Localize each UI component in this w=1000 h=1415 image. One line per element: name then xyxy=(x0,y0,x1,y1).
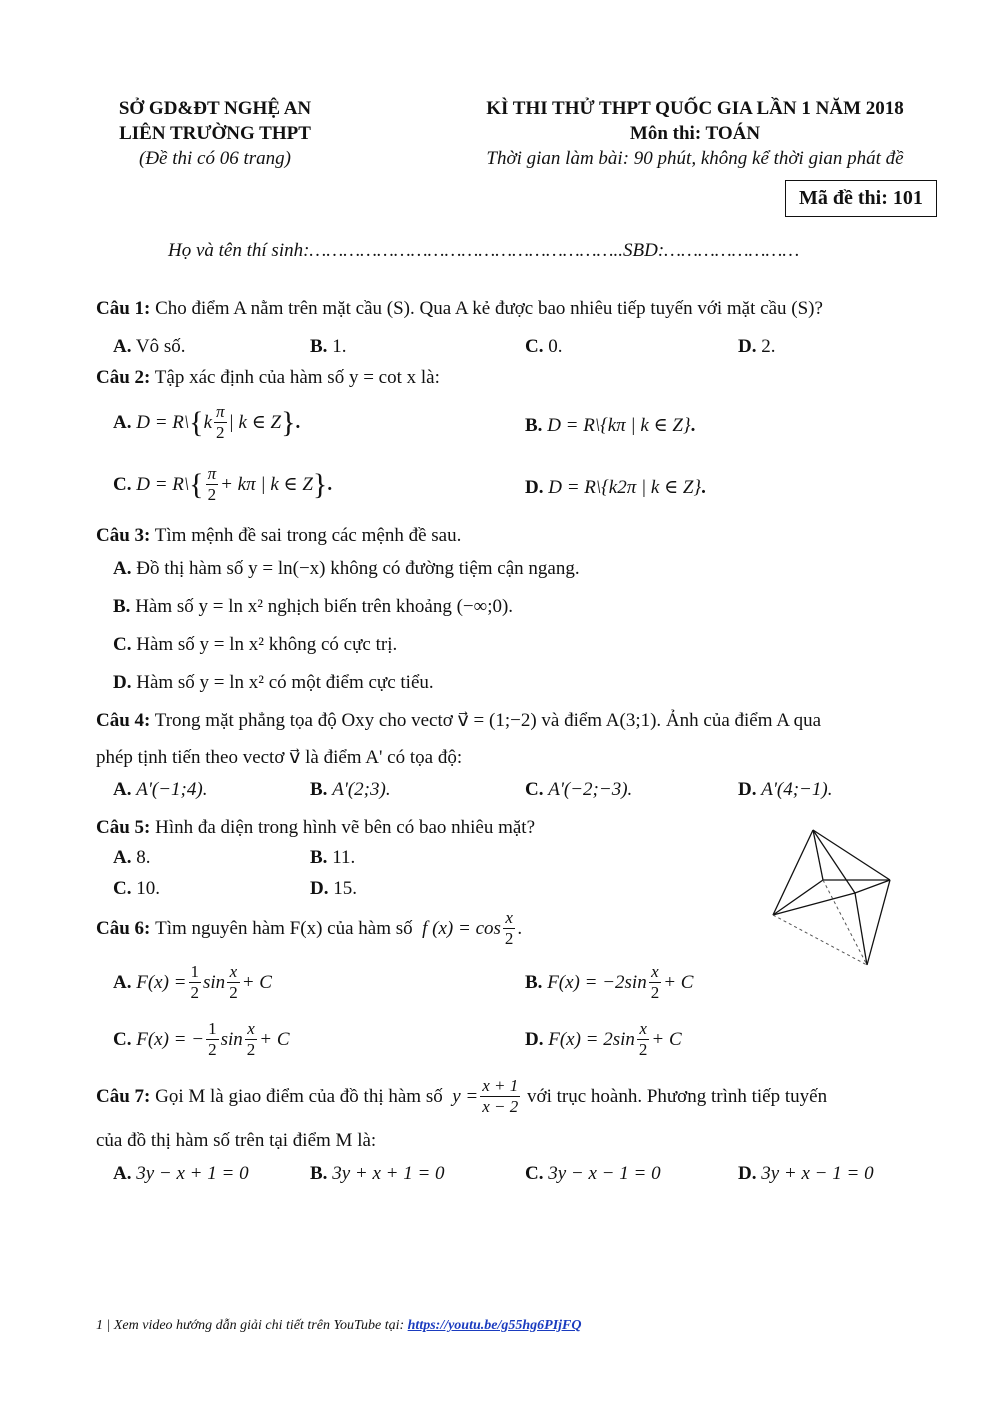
option-d[interactable]: D. 15. xyxy=(310,878,357,899)
question-7-line2: của đồ thị hàm số trên tại điểm M là: xyxy=(96,1130,377,1151)
question-3 xyxy=(96,525,461,547)
option-c[interactable]: C. D = R\ { $\frac{\pi}{2}$ + kπ | k ∈ Z } . xyxy=(113,464,333,504)
question-text: Tìm nguyên hàm F(x) của hàm số xyxy=(155,917,413,939)
option-c[interactable]: C. F(x) = − $\frac{1}{2}$ sin $\frac{x}{2}$ + C xyxy=(113,1019,290,1059)
question-label: Câu 2: xyxy=(96,367,151,388)
question-label: Câu 7: xyxy=(96,1085,151,1107)
option-d[interactable]: D. D = R\{k2π | k ∈ Z}. xyxy=(525,477,706,498)
option-a[interactable]: A. F(x) = $\frac{1}{2}$ sin $\frac{x}{2}$ + C xyxy=(113,962,272,1002)
option-b[interactable]: B. A'(2;3). xyxy=(310,779,391,800)
question-label: Câu 1: xyxy=(96,298,151,319)
option-c[interactable]: C. 10. xyxy=(113,878,160,899)
youtube-link[interactable]: https://youtu.be/g55hg6PIjFQ xyxy=(407,1318,582,1333)
exam-title: KÌ THI THỬ THPT QUỐC GIA LẦN 1 NĂM 2018 xyxy=(486,98,904,119)
option-b[interactable]: B. 1. xyxy=(310,336,347,357)
question-label: Câu 3: xyxy=(96,525,151,546)
option-c[interactable]: C. 0. xyxy=(525,336,563,357)
question-5 xyxy=(96,817,535,839)
question-label: Câu 4: xyxy=(96,710,151,731)
option-a[interactable]: A. D = R\ { k $\frac{\pi}{2}$ | k ∈ Z } . xyxy=(113,402,301,442)
question-label: Câu 5: xyxy=(96,817,151,838)
footer xyxy=(96,1318,582,1334)
option-b[interactable]: B. 11. xyxy=(310,847,356,868)
option-d[interactable]: D. A'(4;−1). xyxy=(738,779,833,800)
question-text: Tìm mệnh đề sai trong các mệnh đề sau. xyxy=(154,525,462,546)
question-4-line2: phép tịnh tiến theo vectơ v⃗ là điểm A' có tọa độ: xyxy=(96,747,463,768)
option-a[interactable]: A. A'(−1;4). xyxy=(113,779,208,800)
question-1 xyxy=(96,298,823,320)
page-count-note: (Đề thi có 06 trang) xyxy=(139,148,291,169)
option-d[interactable]: D. 2. xyxy=(738,336,776,357)
option-d[interactable]: D. Hàm số y = ln x² có một điểm cực tiểu. xyxy=(113,672,434,693)
option-c[interactable]: C. 3y − x − 1 = 0 xyxy=(525,1163,661,1184)
question-2 xyxy=(96,367,440,389)
option-b[interactable]: B. F(x) = −2sin $\frac{x}{2}$ + C xyxy=(525,962,694,1002)
question-7: Câu 7: Gọi M là giao điểm của đồ thị hàm số y = $\frac{x + 1}{x - 2}$ với trục hoành. Phương trình tiếp tuyến xyxy=(96,1076,828,1116)
option-d[interactable]: D. 3y + x − 1 = 0 xyxy=(738,1163,874,1184)
question-text: Cho điểm A nằm trên mặt cầu (S). Qua A kẻ được bao nhiêu tiếp tuyến với mặt cầu (S)? xyxy=(155,298,823,319)
question-text: Trong mặt phẳng tọa độ Oxy cho vectơ v⃗ = (1;−2) và điểm A(3;1). Ảnh của điểm A qua xyxy=(154,710,822,731)
polyhedron-figure xyxy=(765,825,900,970)
question-4 xyxy=(96,709,821,732)
question-label: Câu 6: xyxy=(96,917,151,939)
exam-subject: Môn thi: TOÁN xyxy=(629,123,761,144)
school-name: LIÊN TRƯỜNG THPT xyxy=(119,123,311,144)
school-dept: SỞ GD&ĐT NGHỆ AN xyxy=(118,98,312,119)
exam-duration: Thời gian làm bài: 90 phút, không kể thời gian phát đề xyxy=(486,148,904,169)
question-text: Tập xác định của hàm số y = cot x là: xyxy=(154,367,440,388)
option-a[interactable]: A. Vô số. xyxy=(113,336,186,357)
option-d[interactable]: D. F(x) = 2sin $\frac{x}{2}$ + C xyxy=(525,1019,682,1059)
exam-code-box: Mã đề thi: 101 xyxy=(785,180,937,217)
option-b[interactable]: B. 3y + x + 1 = 0 xyxy=(310,1163,445,1184)
option-a[interactable]: A. Đồ thị hàm số y = ln(−x) không có đường tiệm cận ngang. xyxy=(113,558,580,579)
option-b[interactable]: B. Hàm số y = ln x² nghịch biến trên khoảng (−∞;0). xyxy=(113,596,514,617)
candidate-info-line: Họ và tên thí sinh:………………………………………………..SBD:…………………… xyxy=(168,240,800,261)
question-text: Hình đa diện trong hình vẽ bên có bao nhiêu mặt? xyxy=(155,817,536,838)
question-6: Câu 6: Tìm nguyên hàm F(x) của hàm số f (x) = cos $\frac{x}{2}$ . xyxy=(96,908,523,948)
footer-text: 1 | Xem video hướng dẫn giải chi tiết trên YouTube tại: xyxy=(96,1318,408,1333)
option-a[interactable]: A. 8. xyxy=(113,847,151,868)
question-text: Gọi M là giao điểm của đồ thị hàm số xyxy=(155,1085,443,1107)
option-a[interactable]: A. 3y − x + 1 = 0 xyxy=(113,1163,249,1184)
option-c[interactable]: C. A'(−2;−3). xyxy=(525,779,633,800)
option-b[interactable]: B. D = R\{kπ | k ∈ Z}. xyxy=(525,415,696,436)
option-c[interactable]: C. Hàm số y = ln x² không có cực trị. xyxy=(113,634,398,655)
